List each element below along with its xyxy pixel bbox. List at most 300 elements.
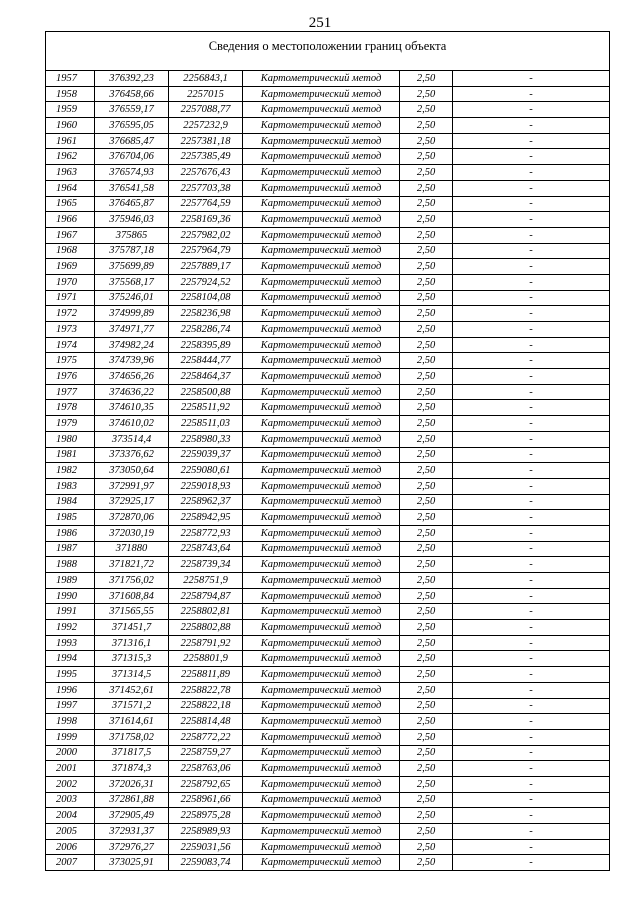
- precision-cell: 2,50: [400, 729, 453, 745]
- description-cell: -: [453, 824, 610, 840]
- boundary-coordinates-table: [45, 31, 610, 871]
- table-row: [46, 808, 610, 824]
- method-cell: Картометрический метод: [243, 776, 400, 792]
- method-cell: Картометрический метод: [243, 400, 400, 416]
- description-cell: -: [453, 478, 610, 494]
- precision-cell: 2,50: [400, 337, 453, 353]
- table-row: [46, 620, 610, 636]
- precision-cell: 2,50: [400, 71, 453, 87]
- point-number-cell: 1997: [46, 698, 95, 714]
- precision-cell: 2,50: [400, 133, 453, 149]
- description-cell: -: [453, 149, 610, 165]
- point-number-cell: 1984: [46, 494, 95, 510]
- precision-cell: 2,50: [400, 588, 453, 604]
- x-coordinate-cell: 372976,27: [95, 839, 169, 855]
- precision-cell: 2,50: [400, 620, 453, 636]
- x-coordinate-cell: 372991,97: [95, 478, 169, 494]
- x-coordinate-cell: 371316,1: [95, 635, 169, 651]
- description-cell: -: [453, 384, 610, 400]
- x-coordinate-cell: 375568,17: [95, 274, 169, 290]
- description-cell: -: [453, 745, 610, 761]
- y-coordinate-cell: 2258739,34: [169, 557, 243, 573]
- table-row: [46, 729, 610, 745]
- table-row: [46, 102, 610, 118]
- y-coordinate-cell: 2257232,9: [169, 118, 243, 134]
- x-coordinate-cell: 371452,61: [95, 682, 169, 698]
- table-row: [46, 494, 610, 510]
- point-number-cell: 1966: [46, 212, 95, 228]
- x-coordinate-cell: 372905,49: [95, 808, 169, 824]
- method-cell: Картометрический метод: [243, 761, 400, 777]
- description-cell: -: [453, 635, 610, 651]
- point-number-cell: 1981: [46, 447, 95, 463]
- precision-cell: 2,50: [400, 243, 453, 259]
- y-coordinate-cell: 2259080,61: [169, 463, 243, 479]
- method-cell: Картометрический метод: [243, 478, 400, 494]
- method-cell: Картометрический метод: [243, 290, 400, 306]
- point-number-cell: 1965: [46, 196, 95, 212]
- method-cell: Картометрический метод: [243, 714, 400, 730]
- table-row: [46, 557, 610, 573]
- y-coordinate-cell: 2257676,43: [169, 165, 243, 181]
- precision-cell: 2,50: [400, 227, 453, 243]
- method-cell: Картометрический метод: [243, 180, 400, 196]
- x-coordinate-cell: 376704,06: [95, 149, 169, 165]
- point-number-cell: 1999: [46, 729, 95, 745]
- point-number-cell: 1975: [46, 353, 95, 369]
- x-coordinate-cell: 371608,84: [95, 588, 169, 604]
- table-row: [46, 698, 610, 714]
- x-coordinate-cell: 371756,02: [95, 573, 169, 589]
- point-number-cell: 1971: [46, 290, 95, 306]
- point-number-cell: 1993: [46, 635, 95, 651]
- method-cell: Картометрический метод: [243, 667, 400, 683]
- description-cell: -: [453, 510, 610, 526]
- point-number-cell: 1980: [46, 431, 95, 447]
- x-coordinate-cell: 375787,18: [95, 243, 169, 259]
- precision-cell: 2,50: [400, 149, 453, 165]
- table-row: [46, 855, 610, 871]
- description-cell: -: [453, 761, 610, 777]
- y-coordinate-cell: 2258511,03: [169, 416, 243, 432]
- method-cell: Картометрический метод: [243, 416, 400, 432]
- description-cell: -: [453, 102, 610, 118]
- method-cell: Картометрический метод: [243, 384, 400, 400]
- precision-cell: 2,50: [400, 494, 453, 510]
- x-coordinate-cell: 376559,17: [95, 102, 169, 118]
- description-cell: -: [453, 667, 610, 683]
- method-cell: Картометрический метод: [243, 682, 400, 698]
- x-coordinate-cell: 373376,62: [95, 447, 169, 463]
- method-cell: Картометрический метод: [243, 369, 400, 385]
- point-number-cell: 1998: [46, 714, 95, 730]
- y-coordinate-cell: 2258169,36: [169, 212, 243, 228]
- y-coordinate-cell: 2259018,93: [169, 478, 243, 494]
- x-coordinate-cell: 371874,3: [95, 761, 169, 777]
- description-cell: -: [453, 855, 610, 871]
- point-number-cell: 1989: [46, 573, 95, 589]
- precision-cell: 2,50: [400, 776, 453, 792]
- table-row: [46, 478, 610, 494]
- method-cell: Картометрический метод: [243, 274, 400, 290]
- y-coordinate-cell: 2258811,89: [169, 667, 243, 683]
- description-cell: -: [453, 604, 610, 620]
- point-number-cell: 1973: [46, 322, 95, 338]
- table-row: [46, 792, 610, 808]
- table-row: [46, 824, 610, 840]
- table-row: [46, 133, 610, 149]
- method-cell: Картометрический метод: [243, 322, 400, 338]
- table-row: [46, 761, 610, 777]
- table-row: [46, 369, 610, 385]
- table-row: [46, 196, 610, 212]
- y-coordinate-cell: 2257764,59: [169, 196, 243, 212]
- table-row: [46, 384, 610, 400]
- y-coordinate-cell: 2257924,52: [169, 274, 243, 290]
- table-row: [46, 416, 610, 432]
- table-row: [46, 463, 610, 479]
- method-cell: Картометрический метод: [243, 557, 400, 573]
- y-coordinate-cell: 2258772,22: [169, 729, 243, 745]
- x-coordinate-cell: 375946,03: [95, 212, 169, 228]
- point-number-cell: 2003: [46, 792, 95, 808]
- y-coordinate-cell: 2257088,77: [169, 102, 243, 118]
- precision-cell: 2,50: [400, 698, 453, 714]
- y-coordinate-cell: 2258743,64: [169, 541, 243, 557]
- table-row: [46, 86, 610, 102]
- table-row: [46, 651, 610, 667]
- precision-cell: 2,50: [400, 557, 453, 573]
- method-cell: Картометрический метод: [243, 494, 400, 510]
- precision-cell: 2,50: [400, 259, 453, 275]
- description-cell: -: [453, 541, 610, 557]
- table-row: [46, 714, 610, 730]
- x-coordinate-cell: 376458,66: [95, 86, 169, 102]
- table-row: [46, 525, 610, 541]
- table-row: [46, 635, 610, 651]
- description-cell: -: [453, 165, 610, 181]
- precision-cell: 2,50: [400, 839, 453, 855]
- description-cell: -: [453, 290, 610, 306]
- description-cell: -: [453, 118, 610, 134]
- precision-cell: 2,50: [400, 855, 453, 871]
- x-coordinate-cell: 375699,89: [95, 259, 169, 275]
- x-coordinate-cell: 376595,05: [95, 118, 169, 134]
- y-coordinate-cell: 2259031,56: [169, 839, 243, 855]
- point-number-cell: 2007: [46, 855, 95, 871]
- method-cell: Картометрический метод: [243, 525, 400, 541]
- method-cell: Картометрический метод: [243, 792, 400, 808]
- description-cell: -: [453, 400, 610, 416]
- y-coordinate-cell: 2258942,95: [169, 510, 243, 526]
- description-cell: -: [453, 227, 610, 243]
- x-coordinate-cell: 374999,89: [95, 306, 169, 322]
- x-coordinate-cell: 376541,58: [95, 180, 169, 196]
- method-cell: Картометрический метод: [243, 729, 400, 745]
- point-number-cell: 1957: [46, 71, 95, 87]
- x-coordinate-cell: 374610,02: [95, 416, 169, 432]
- y-coordinate-cell: 2257964,79: [169, 243, 243, 259]
- precision-cell: 2,50: [400, 682, 453, 698]
- method-cell: Картометрический метод: [243, 306, 400, 322]
- point-number-cell: 1992: [46, 620, 95, 636]
- method-cell: Картометрический метод: [243, 510, 400, 526]
- y-coordinate-cell: 2258464,37: [169, 369, 243, 385]
- precision-cell: 2,50: [400, 384, 453, 400]
- method-cell: Картометрический метод: [243, 588, 400, 604]
- description-cell: -: [453, 792, 610, 808]
- description-cell: -: [453, 620, 610, 636]
- precision-cell: 2,50: [400, 86, 453, 102]
- table-row: [46, 290, 610, 306]
- description-cell: -: [453, 447, 610, 463]
- method-cell: Картометрический метод: [243, 196, 400, 212]
- point-number-cell: 1977: [46, 384, 95, 400]
- method-cell: Картометрический метод: [243, 165, 400, 181]
- y-coordinate-cell: 2257982,02: [169, 227, 243, 243]
- point-number-cell: 1996: [46, 682, 95, 698]
- y-coordinate-cell: 2258961,66: [169, 792, 243, 808]
- point-number-cell: 1978: [46, 400, 95, 416]
- precision-cell: 2,50: [400, 165, 453, 181]
- method-cell: Картометрический метод: [243, 86, 400, 102]
- table-row: [46, 227, 610, 243]
- description-cell: -: [453, 839, 610, 855]
- y-coordinate-cell: 2258802,81: [169, 604, 243, 620]
- point-number-cell: 1968: [46, 243, 95, 259]
- description-cell: -: [453, 243, 610, 259]
- x-coordinate-cell: 372026,31: [95, 776, 169, 792]
- description-cell: -: [453, 180, 610, 196]
- y-coordinate-cell: 2257015: [169, 86, 243, 102]
- precision-cell: 2,50: [400, 714, 453, 730]
- description-cell: -: [453, 71, 610, 87]
- precision-cell: 2,50: [400, 306, 453, 322]
- description-cell: -: [453, 337, 610, 353]
- table-row: [46, 667, 610, 683]
- point-number-cell: 1969: [46, 259, 95, 275]
- table-row: [46, 337, 610, 353]
- y-coordinate-cell: 2258814,48: [169, 714, 243, 730]
- method-cell: Картометрический метод: [243, 604, 400, 620]
- point-number-cell: 2000: [46, 745, 95, 761]
- precision-cell: 2,50: [400, 118, 453, 134]
- description-cell: -: [453, 651, 610, 667]
- precision-cell: 2,50: [400, 808, 453, 824]
- table-row: [46, 541, 610, 557]
- y-coordinate-cell: 2258772,93: [169, 525, 243, 541]
- x-coordinate-cell: 373025,91: [95, 855, 169, 871]
- method-cell: Картометрический метод: [243, 259, 400, 275]
- y-coordinate-cell: 2258802,88: [169, 620, 243, 636]
- page-number: 251: [308, 15, 332, 31]
- point-number-cell: 1976: [46, 369, 95, 385]
- x-coordinate-cell: 372870,06: [95, 510, 169, 526]
- point-number-cell: 1990: [46, 588, 95, 604]
- description-cell: -: [453, 557, 610, 573]
- x-coordinate-cell: 375246,01: [95, 290, 169, 306]
- point-number-cell: 2002: [46, 776, 95, 792]
- precision-cell: 2,50: [400, 400, 453, 416]
- description-cell: -: [453, 259, 610, 275]
- method-cell: Картометрический метод: [243, 133, 400, 149]
- point-number-cell: 1961: [46, 133, 95, 149]
- method-cell: Картометрический метод: [243, 102, 400, 118]
- table-row: [46, 243, 610, 259]
- y-coordinate-cell: 2258791,92: [169, 635, 243, 651]
- point-number-cell: 2005: [46, 824, 95, 840]
- method-cell: Картометрический метод: [243, 118, 400, 134]
- point-number-cell: 2004: [46, 808, 95, 824]
- y-coordinate-cell: 2258763,06: [169, 761, 243, 777]
- y-coordinate-cell: 2258286,74: [169, 322, 243, 338]
- description-cell: -: [453, 682, 610, 698]
- method-cell: Картометрический метод: [243, 149, 400, 165]
- x-coordinate-cell: 371315,3: [95, 651, 169, 667]
- method-cell: Картометрический метод: [243, 698, 400, 714]
- method-cell: Картометрический метод: [243, 337, 400, 353]
- precision-cell: 2,50: [400, 573, 453, 589]
- precision-cell: 2,50: [400, 745, 453, 761]
- precision-cell: 2,50: [400, 322, 453, 338]
- x-coordinate-cell: 376465,87: [95, 196, 169, 212]
- x-coordinate-cell: 371565,55: [95, 604, 169, 620]
- table-row: [46, 682, 610, 698]
- precision-cell: 2,50: [400, 525, 453, 541]
- table-row: [46, 353, 610, 369]
- method-cell: Картометрический метод: [243, 808, 400, 824]
- description-cell: -: [453, 353, 610, 369]
- y-coordinate-cell: 2257381,18: [169, 133, 243, 149]
- precision-cell: 2,50: [400, 353, 453, 369]
- method-cell: Картометрический метод: [243, 463, 400, 479]
- description-cell: -: [453, 494, 610, 510]
- point-number-cell: 1982: [46, 463, 95, 479]
- table-row: [46, 180, 610, 196]
- x-coordinate-cell: 372931,37: [95, 824, 169, 840]
- precision-cell: 2,50: [400, 102, 453, 118]
- point-number-cell: 1959: [46, 102, 95, 118]
- description-cell: -: [453, 729, 610, 745]
- table-row: [46, 573, 610, 589]
- point-number-cell: 1979: [46, 416, 95, 432]
- x-coordinate-cell: 372925,17: [95, 494, 169, 510]
- table-row: [46, 165, 610, 181]
- table-row: [46, 447, 610, 463]
- y-coordinate-cell: 2258751,9: [169, 573, 243, 589]
- x-coordinate-cell: 374739,96: [95, 353, 169, 369]
- precision-cell: 2,50: [400, 541, 453, 557]
- precision-cell: 2,50: [400, 274, 453, 290]
- x-coordinate-cell: 371614,61: [95, 714, 169, 730]
- description-cell: -: [453, 133, 610, 149]
- y-coordinate-cell: 2258962,37: [169, 494, 243, 510]
- x-coordinate-cell: 375865: [95, 227, 169, 243]
- x-coordinate-cell: 374610,35: [95, 400, 169, 416]
- description-cell: -: [453, 714, 610, 730]
- precision-cell: 2,50: [400, 667, 453, 683]
- precision-cell: 2,50: [400, 369, 453, 385]
- point-number-cell: 1960: [46, 118, 95, 134]
- point-number-cell: 1974: [46, 337, 95, 353]
- table-row: [46, 149, 610, 165]
- table-row: [46, 71, 610, 87]
- x-coordinate-cell: 371817,5: [95, 745, 169, 761]
- description-cell: -: [453, 322, 610, 338]
- x-coordinate-cell: 371758,02: [95, 729, 169, 745]
- precision-cell: 2,50: [400, 761, 453, 777]
- x-coordinate-cell: 373050,64: [95, 463, 169, 479]
- table-row: [46, 306, 610, 322]
- table-row: [46, 400, 610, 416]
- x-coordinate-cell: 374636,22: [95, 384, 169, 400]
- point-number-cell: 1967: [46, 227, 95, 243]
- table-body: [46, 71, 610, 871]
- method-cell: Картометрический метод: [243, 243, 400, 259]
- table-caption: Сведения о местоположении границ объекта: [46, 32, 610, 71]
- precision-cell: 2,50: [400, 447, 453, 463]
- point-number-cell: 1972: [46, 306, 95, 322]
- y-coordinate-cell: 2258759,27: [169, 745, 243, 761]
- method-cell: Картометрический метод: [243, 745, 400, 761]
- precision-cell: 2,50: [400, 196, 453, 212]
- y-coordinate-cell: 2258980,33: [169, 431, 243, 447]
- x-coordinate-cell: 371821,72: [95, 557, 169, 573]
- y-coordinate-cell: 2257889,17: [169, 259, 243, 275]
- x-coordinate-cell: 374971,77: [95, 322, 169, 338]
- y-coordinate-cell: 2258989,93: [169, 824, 243, 840]
- method-cell: Картометрический метод: [243, 353, 400, 369]
- method-cell: Картометрический метод: [243, 212, 400, 228]
- description-cell: -: [453, 274, 610, 290]
- method-cell: Картометрический метод: [243, 541, 400, 557]
- point-number-cell: 1991: [46, 604, 95, 620]
- x-coordinate-cell: 374982,24: [95, 337, 169, 353]
- point-number-cell: 1962: [46, 149, 95, 165]
- y-coordinate-cell: 2258794,87: [169, 588, 243, 604]
- method-cell: Картометрический метод: [243, 227, 400, 243]
- method-cell: Картометрический метод: [243, 447, 400, 463]
- precision-cell: 2,50: [400, 604, 453, 620]
- y-coordinate-cell: 2258104,08: [169, 290, 243, 306]
- x-coordinate-cell: 376574,93: [95, 165, 169, 181]
- y-coordinate-cell: 2258801,9: [169, 651, 243, 667]
- description-cell: -: [453, 431, 610, 447]
- y-coordinate-cell: 2258395,89: [169, 337, 243, 353]
- precision-cell: 2,50: [400, 478, 453, 494]
- precision-cell: 2,50: [400, 635, 453, 651]
- description-cell: -: [453, 776, 610, 792]
- method-cell: Картометрический метод: [243, 573, 400, 589]
- table-row: [46, 604, 610, 620]
- description-cell: -: [453, 463, 610, 479]
- description-cell: -: [453, 698, 610, 714]
- precision-cell: 2,50: [400, 180, 453, 196]
- point-number-cell: 1983: [46, 478, 95, 494]
- y-coordinate-cell: 2258822,18: [169, 698, 243, 714]
- description-cell: -: [453, 808, 610, 824]
- point-number-cell: 1986: [46, 525, 95, 541]
- description-cell: -: [453, 573, 610, 589]
- y-coordinate-cell: 2258444,77: [169, 353, 243, 369]
- table-row: [46, 118, 610, 134]
- table-row: [46, 510, 610, 526]
- y-coordinate-cell: 2258822,78: [169, 682, 243, 698]
- method-cell: Картометрический метод: [243, 651, 400, 667]
- y-coordinate-cell: 2258500,88: [169, 384, 243, 400]
- x-coordinate-cell: 374656,26: [95, 369, 169, 385]
- point-number-cell: 1970: [46, 274, 95, 290]
